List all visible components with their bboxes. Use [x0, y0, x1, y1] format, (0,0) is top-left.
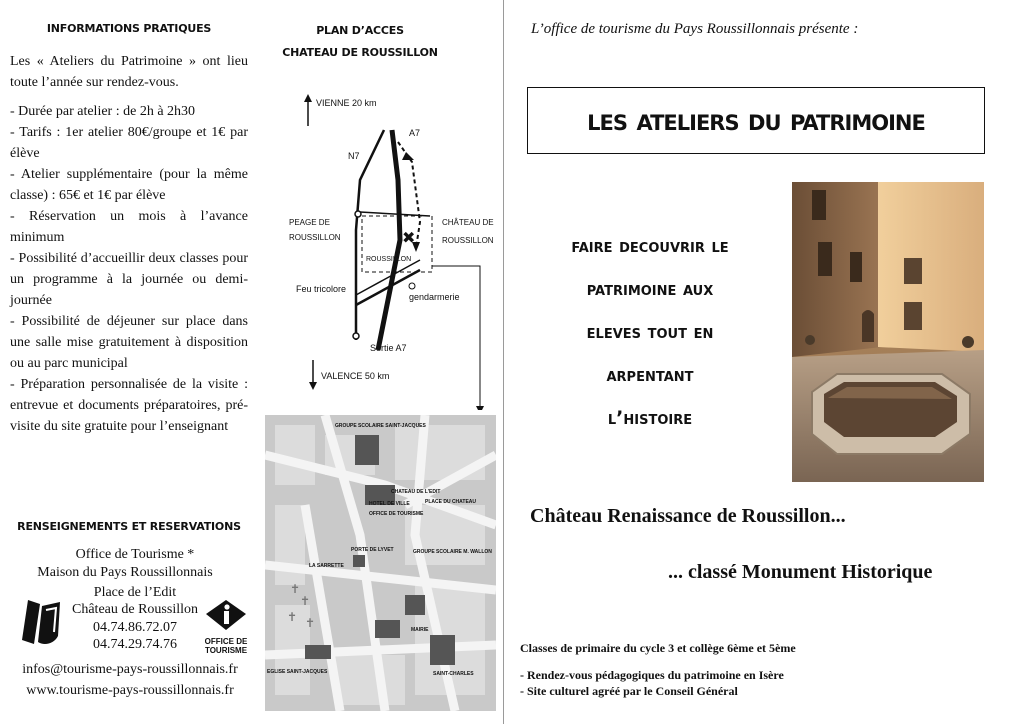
- email-link[interactable]: infos@tourisme-pays-roussillonnais.fr: [22, 662, 238, 677]
- contact-heading: RENSEIGNEMENTS ET RESERVATIONS: [17, 520, 241, 533]
- courtyard-photo: [792, 182, 984, 482]
- maison-line: Maison du Pays Roussillonnais: [37, 565, 213, 580]
- info-item: - Possibilité d’accueillir deux classes pour un programme à la journée ou demi-journée: [10, 251, 248, 308]
- info-item: - Atelier supplémentaire (pour la même classe) : 65€ et 1€ par élève: [10, 167, 248, 203]
- heritage-logo-icon: [20, 596, 68, 648]
- info-item: - Réservation un mois à l’avance minimum: [10, 209, 248, 245]
- tagline-line: arpentant: [606, 364, 694, 386]
- label-n7: N7: [348, 151, 360, 161]
- label-vienne: VIENNE 20 km: [316, 98, 377, 108]
- label-valence: VALENCE 50 km: [321, 371, 390, 381]
- info-item: - Tarifs : 1er atelier 80€/groupe et 1€ par élève: [10, 125, 248, 161]
- label-feu: Feu tricolore: [296, 284, 347, 294]
- bullet-rendezvous: - Rendez-vous pédagogiques du patrimoine en Isère: [520, 668, 784, 682]
- fold-divider: [503, 0, 504, 724]
- office-tourisme-logo: [200, 598, 252, 654]
- info-heading: INFORMATIONS PRATIQUES: [46, 22, 212, 35]
- tagline-line: faire decouvrir le: [571, 235, 729, 257]
- access-map: [280, 90, 500, 410]
- tagline-line: eleves tout en: [586, 321, 714, 343]
- office-logo-line2: TOURISME: [204, 646, 248, 655]
- info-item: - Préparation personnalisée de la visite : entrevue et documents préparatoires, pré-visite du site gratuite pour l’enseignant: [10, 377, 248, 434]
- monument-heading: ... classé Monument Historique: [668, 561, 933, 583]
- street-label: SAINT-CHARLES: [433, 671, 474, 677]
- presents-line: L’office de tourisme du Pays Roussillonnais présente :: [531, 21, 859, 37]
- street-label: OFFICE DE TOURISME: [369, 511, 424, 517]
- label-roussillon: ROUSSILLON: [366, 256, 412, 263]
- street-label: EGLISE SAINT-JACQUES: [267, 669, 328, 675]
- svg-text:✝: ✝: [305, 616, 316, 630]
- street-label: GROUPE SCOLAIRE SAINT-JACQUES: [335, 423, 426, 429]
- label-chateau-2: ROUSSILLON: [442, 236, 494, 245]
- office-logo-line1: OFFICE DE: [204, 637, 248, 646]
- label-chateau-1: CHÂTEAU DE: [442, 218, 494, 227]
- label-gendarmerie: gendarmerie: [409, 292, 460, 302]
- svg-text:✝: ✝: [287, 610, 298, 624]
- chateau-heading: Château Renaissance de Roussillon...: [530, 505, 846, 527]
- classes-line: Classes de primaire du cycle 3 et collège 6ème et 5ème: [520, 641, 796, 655]
- label-a7-top: A7: [409, 128, 421, 138]
- office-line: Office de Tourisme *: [75, 547, 195, 562]
- street-label: MAIRIE: [411, 627, 429, 633]
- phone-2: 04.74.29.74.76: [93, 637, 177, 652]
- label-peage-2: ROUSSILLON: [289, 233, 341, 242]
- tagline: [540, 225, 760, 440]
- info-text: [10, 51, 248, 437]
- title-box: [527, 87, 985, 154]
- svg-text:✝: ✝: [300, 594, 311, 608]
- street-label: PLACE DU CHATEAU: [425, 499, 477, 505]
- street-map: [265, 415, 496, 711]
- map-heading-line2: CHATEAU DE ROUSSILLON: [282, 46, 438, 59]
- phone-1: 04.74.86.72.07: [93, 620, 177, 635]
- intro-paragraph: Les « Ateliers du Patrimoine » ont lieu toute l’année sur rendez-vous.: [10, 54, 248, 90]
- bullet-site: - Site culturel agréé par le Conseil Général: [520, 684, 738, 698]
- label-sortie: Sortie A7: [370, 343, 407, 353]
- tagline-line: l’histoire: [607, 407, 693, 429]
- info-i-icon: [200, 598, 252, 632]
- street-label: LA SARRETTE: [309, 563, 344, 569]
- map-heading-line1: PLAN D’ACCES: [316, 24, 404, 37]
- street-label: CHATEAU DE L'EDIT: [391, 489, 441, 495]
- info-item: - Possibilité de déjeuner sur place dans une salle mise gratuitement à disposition ou au parc municipal: [10, 314, 248, 371]
- street-label: PORTE DE LYVET: [351, 547, 394, 553]
- tagline-line: patrimoine aux: [586, 278, 714, 300]
- info-item: - Durée par atelier : de 2h à 2h30: [10, 104, 196, 119]
- street-label: HOTEL DE VILLE: [369, 501, 410, 507]
- svg-text:✖: ✖: [402, 228, 416, 247]
- place-line: Place de l’Edit: [93, 585, 177, 600]
- website-link[interactable]: www.tourisme-pays-roussillonnais.fr: [26, 683, 234, 698]
- street-label: GROUPE SCOLAIRE M. WALLON: [413, 549, 492, 555]
- page-title: les ateliers du patrimoine: [587, 103, 925, 138]
- label-peage-1: PEAGE DE: [289, 218, 330, 227]
- svg-text:✝: ✝: [290, 582, 301, 596]
- chateau-line: Château de Roussillon: [72, 602, 198, 617]
